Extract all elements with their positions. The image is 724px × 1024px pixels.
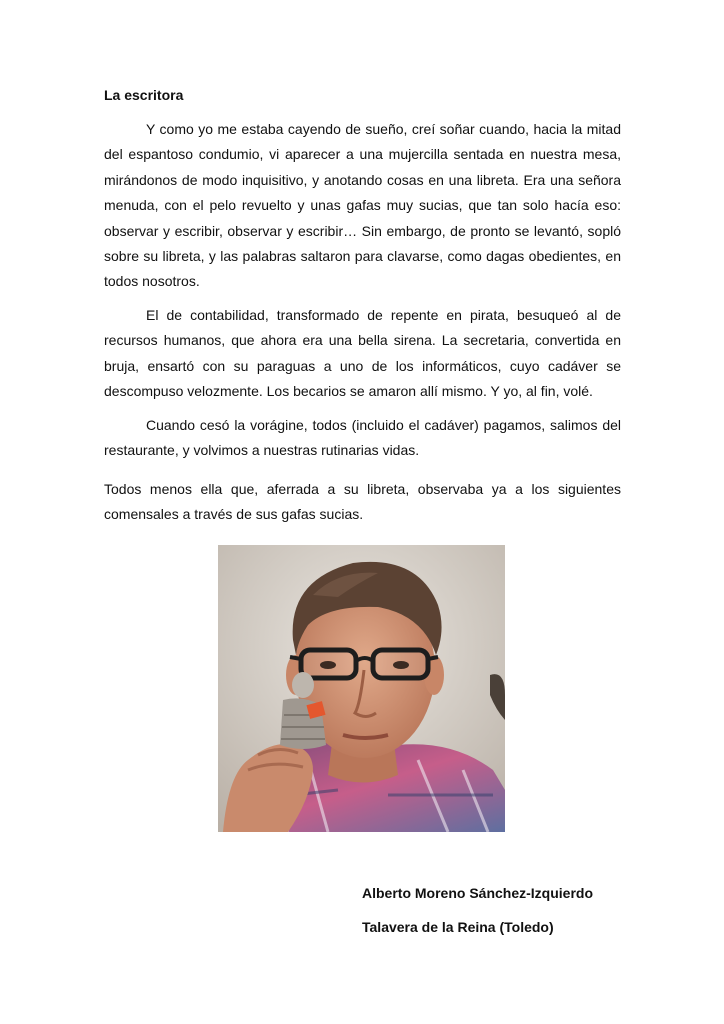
author-photo: [218, 545, 505, 832]
paragraph-3: Cuando cesó la vorágine, todos (incluido el cadáver) pagamos, salimos del restaurante, y volvimos a nuestras rutinarias vidas.: [104, 417, 621, 459]
paragraph-2: El de contabilidad, transformado de repente en pirata, besuqueó al de recursos humanos, que ahora era una bella sirena. La secretaria, convertida en bruja, ensartó con su paraguas a uno de los informáticos, cuyo cadáver se descompuso velozmente. Los becarios se amaron allí mismo. Y yo, al fin, volé.: [104, 307, 621, 400]
paragraph-4: Todos menos ella que, aferrada a su libreta, observaba ya a los siguientes comensales a través de sus gafas sucias.: [104, 481, 621, 523]
author-place: Talavera de la Reina (Toledo): [362, 919, 554, 935]
paragraph-1: Y como yo me estaba cayendo de sueño, creí soñar cuando, hacia la mitad del espantoso condumio, vi aparecer a una mujercilla sentada en nuestra mesa, mirándonos de modo inquisitivo, y anotando cosas en una libreta. Era una señora menuda, con el pelo revuelto y unas gafas muy sucias, que tan solo hacía eso: observar y escribir, observar y escribir… Sin embargo, de pronto se levantó, sopló sobre su libreta, y las palabras saltaron para clavarse, como dagas obedientes, en todos nosotros.: [104, 121, 621, 290]
document-title: La escritora: [104, 87, 184, 103]
author-name: Alberto Moreno Sánchez-Izquierdo: [362, 885, 594, 901]
